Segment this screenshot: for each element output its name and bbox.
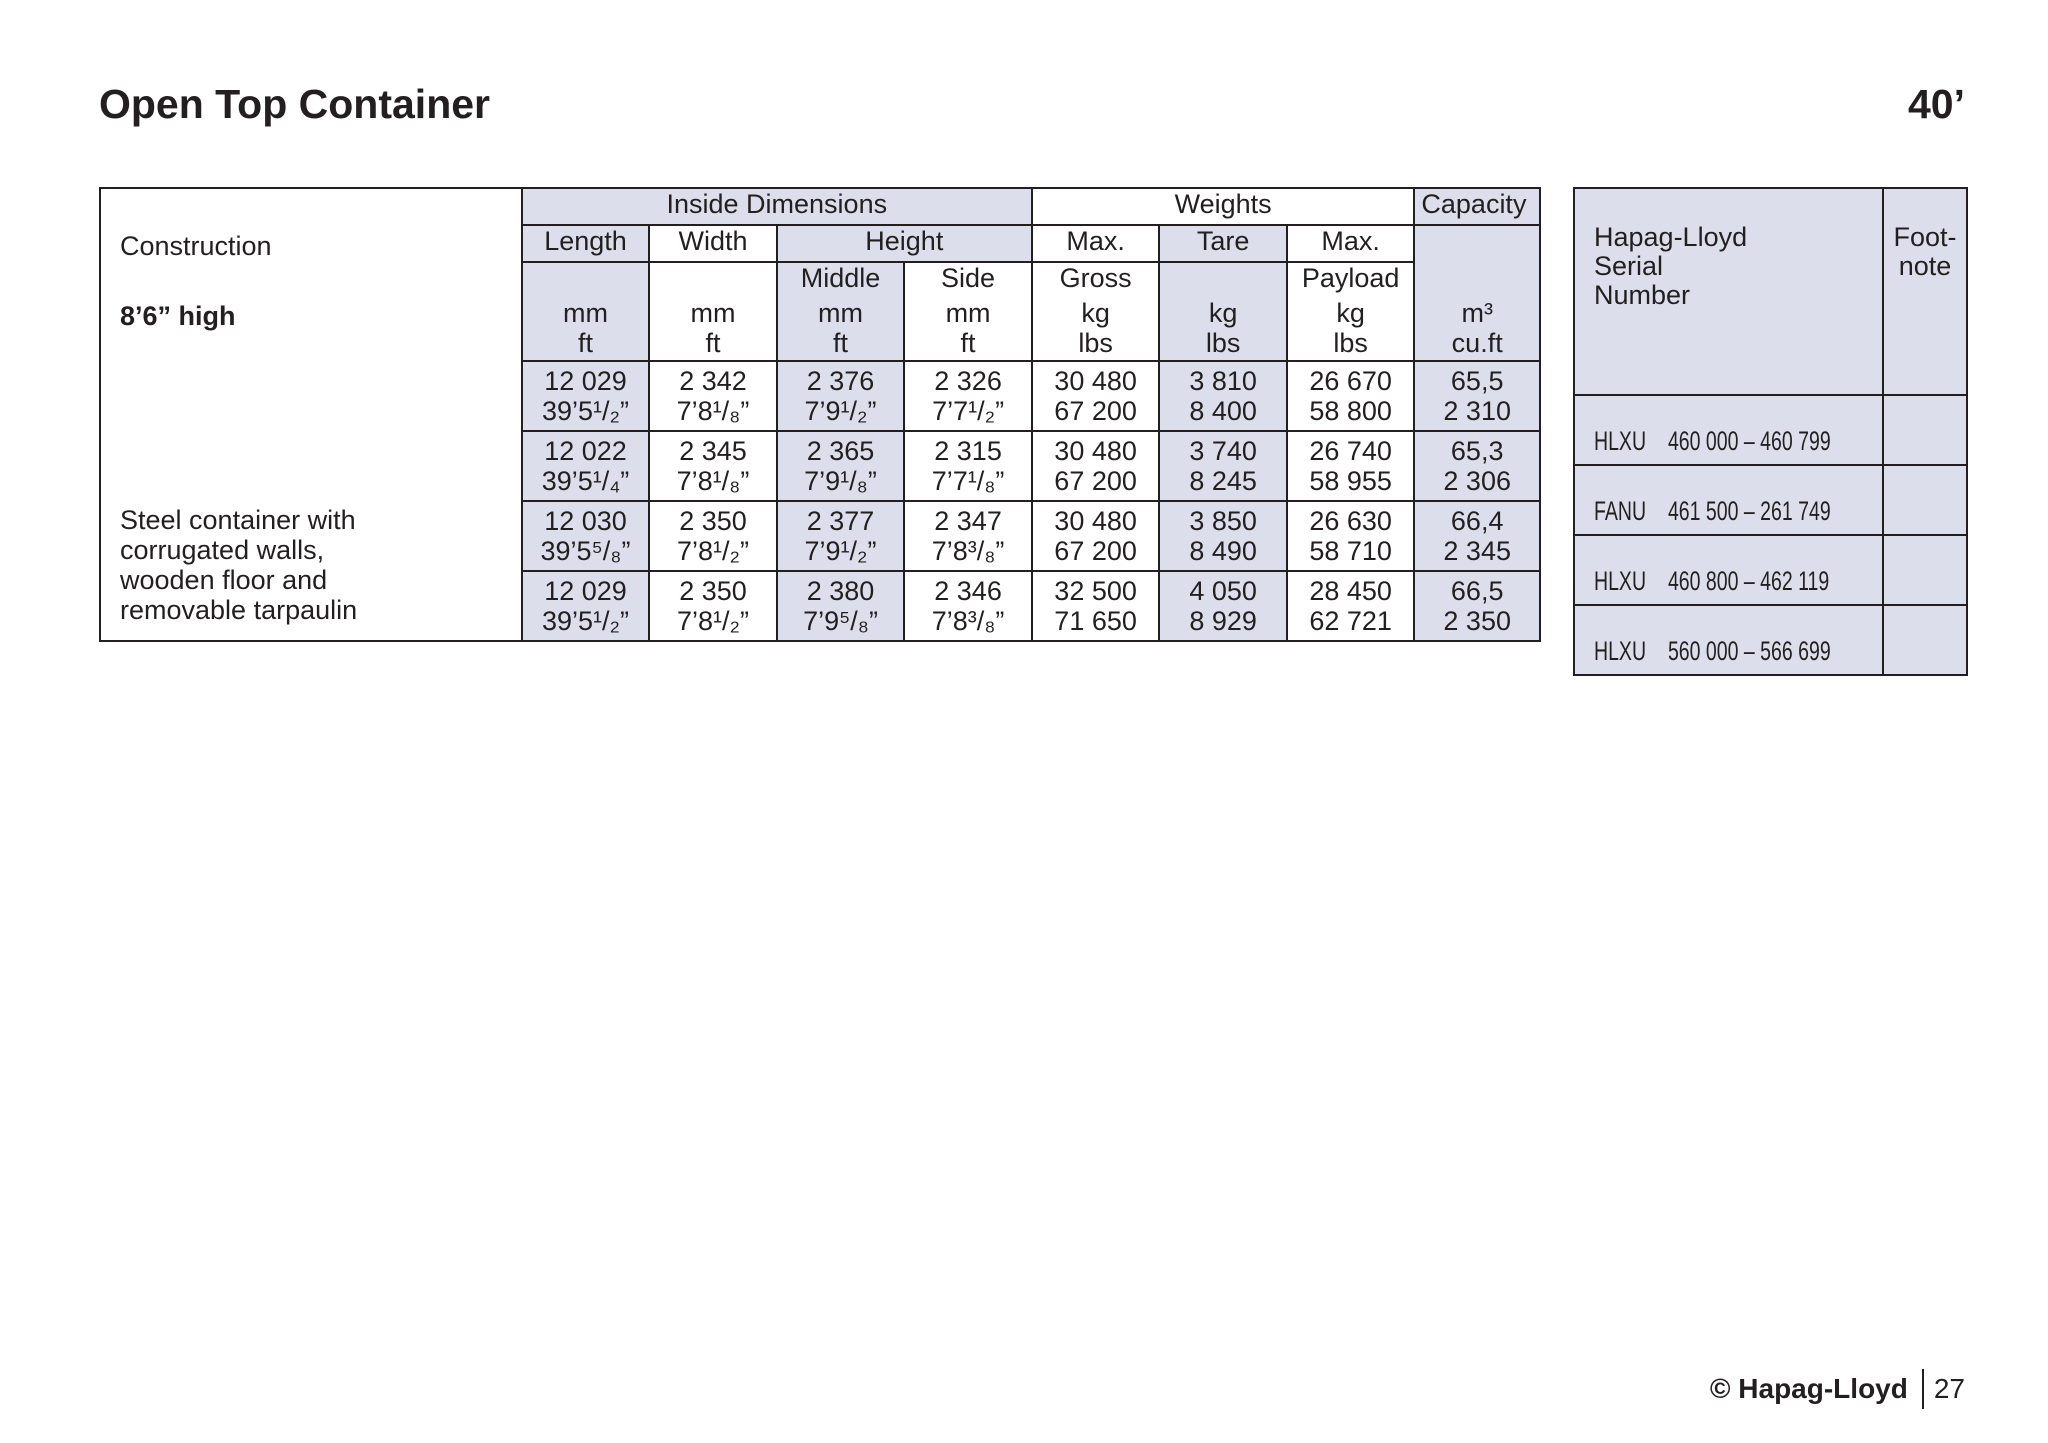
- payload-value: 26 670 58 800: [1287, 361, 1415, 431]
- width-value: 2 350 7’8¹/₂”: [649, 501, 777, 571]
- serial-range: HLXU 460 800 – 462 119: [1574, 535, 1883, 605]
- serial-range: HLXU 560 000 – 566 699: [1574, 605, 1883, 675]
- width-value: 2 350 7’8¹/₂”: [649, 571, 777, 641]
- tare-header: Tare: [1159, 225, 1287, 262]
- side-units: mm ft: [904, 298, 1032, 361]
- page-title: Open Top Container: [99, 81, 491, 127]
- capacity-units-cell: [1414, 225, 1540, 298]
- payload-units: kg lbs: [1287, 298, 1415, 361]
- length-units: mm ft: [522, 298, 650, 361]
- page-footer: [1710, 1369, 1965, 1409]
- length-value: 12 022 39’5¹/₄”: [522, 431, 650, 501]
- construction-header-cell: [100, 188, 522, 361]
- container-size: 40’: [1908, 81, 1965, 127]
- capacity-value: 66,5 2 350: [1414, 571, 1540, 641]
- tare-value: 3 850 8 490: [1159, 501, 1287, 571]
- side-height-value: 2 315 7’7¹/₈”: [904, 431, 1032, 501]
- weights-header: Weights: [1032, 188, 1415, 225]
- length-value: 12 029 39’5¹/₂”: [522, 571, 650, 641]
- copyright: © Hapag-Lloyd: [1709, 1373, 1908, 1404]
- capacity-value: 66,4 2 345: [1414, 501, 1540, 571]
- height-header: Height: [777, 225, 1032, 262]
- payload-value: 28 450 62 721: [1287, 571, 1415, 641]
- spec-table: [99, 187, 1541, 642]
- middle-height-value: 2 376 7’9¹/₂”: [777, 361, 905, 431]
- gross-value: 30 480 67 200: [1032, 361, 1160, 431]
- payload-sub-header: Payload: [1287, 262, 1415, 298]
- width-header: Width: [649, 225, 777, 262]
- length-value: 12 030 39’5⁵/₈”: [522, 501, 650, 571]
- construction-label: Construction: [120, 231, 272, 261]
- serial-row: [1574, 605, 1967, 675]
- payload-value: 26 630 58 710: [1287, 501, 1415, 571]
- middle-header: Middle: [777, 262, 905, 298]
- tare-value: 3 740 8 245: [1159, 431, 1287, 501]
- gross-units: kg lbs: [1032, 298, 1160, 361]
- serial-row: [1574, 465, 1967, 535]
- gross-value: 32 500 71 650: [1032, 571, 1160, 641]
- construction-description: Steel container with corrugated walls, wooden floor and removable tarpaulin: [100, 501, 522, 641]
- capacity-value: 65,3 2 306: [1414, 431, 1540, 501]
- gross-sub-header: Gross: [1032, 262, 1160, 298]
- side-height-value: 2 346 7’8³/₈”: [904, 571, 1032, 641]
- tare-units: kg lbs: [1159, 298, 1287, 361]
- footnote-header: Foot- note: [1883, 188, 1967, 395]
- payload-header: Max.: [1287, 225, 1415, 262]
- length-header: Length: [522, 225, 650, 262]
- middle-units: mm ft: [777, 298, 905, 361]
- gross-header: Max.: [1032, 225, 1160, 262]
- serial-number-table: [1573, 187, 1968, 676]
- length-value: 12 029 39’5¹/₂”: [522, 361, 650, 431]
- serial-row: [1574, 395, 1967, 465]
- table-row: [100, 501, 1540, 571]
- side-height-value: 2 347 7’8³/₈”: [904, 501, 1032, 571]
- width-value: 2 342 7’8¹/₈”: [649, 361, 777, 431]
- gross-value: 30 480 67 200: [1032, 431, 1160, 501]
- side-height-value: 2 326 7’7¹/₂”: [904, 361, 1032, 431]
- serial-number-header: Hapag-Lloyd Serial Number: [1574, 188, 1883, 395]
- serial-row: [1574, 535, 1967, 605]
- capacity-value: 65,5 2 310: [1414, 361, 1540, 431]
- capacity-units: m³ cu.ft: [1414, 298, 1540, 361]
- inside-dimensions-header: Inside Dimensions: [522, 188, 1032, 225]
- middle-height-value: 2 365 7’9¹/₈”: [777, 431, 905, 501]
- serial-range: HLXU 460 000 – 460 799: [1574, 395, 1883, 465]
- serial-range: FANU 461 500 – 261 749: [1574, 465, 1883, 535]
- middle-height-value: 2 377 7’9¹/₂”: [777, 501, 905, 571]
- width-value: 2 345 7’8¹/₈”: [649, 431, 777, 501]
- tare-value: 3 810 8 400: [1159, 361, 1287, 431]
- payload-value: 26 740 58 955: [1287, 431, 1415, 501]
- footer-divider: [1922, 1369, 1924, 1409]
- height-class-label: 8’6” high: [120, 301, 236, 331]
- table-row: [100, 431, 1540, 501]
- tare-value: 4 050 8 929: [1159, 571, 1287, 641]
- middle-height-value: 2 380 7’9⁵/₈”: [777, 571, 905, 641]
- page-number: 27: [1933, 1373, 1965, 1404]
- table-row: [100, 361, 1540, 431]
- side-header: Side: [904, 262, 1032, 298]
- width-units: mm ft: [649, 298, 777, 361]
- capacity-header: Capacity: [1414, 188, 1540, 225]
- gross-value: 30 480 67 200: [1032, 501, 1160, 571]
